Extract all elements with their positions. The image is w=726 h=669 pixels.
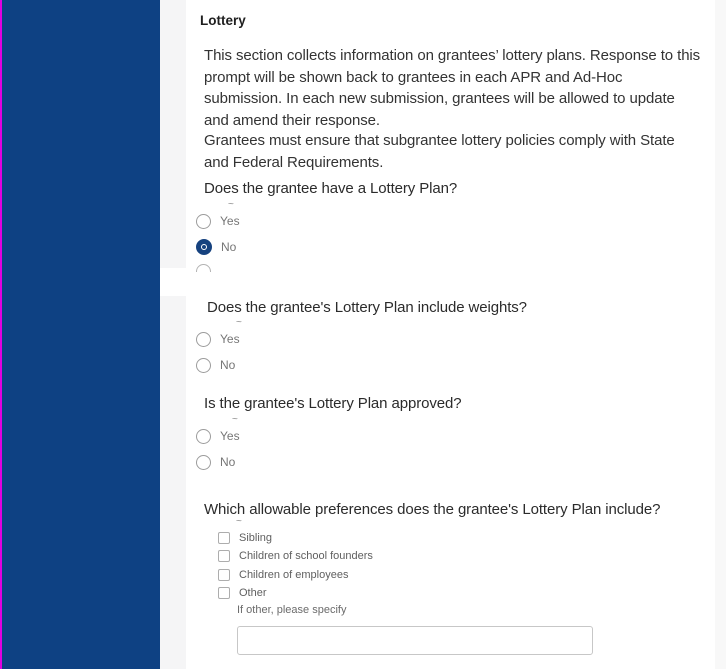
question-approved: Is the grantee's Lottery Plan approved?	[204, 395, 462, 412]
radio-label: Yes	[220, 429, 240, 443]
question-preferences: Which allowable preferences does the grantee's Lottery Plan include?	[204, 501, 661, 518]
radio-label: Yes	[220, 332, 240, 346]
checkbox-children-of-school-founders[interactable]	[218, 549, 373, 562]
radio-circle-icon[interactable]	[196, 358, 211, 373]
left-gutter	[160, 0, 186, 669]
section-title: Lottery	[200, 13, 246, 28]
radio-label: Yes	[220, 214, 240, 228]
checkbox-label: Sibling	[239, 531, 273, 544]
collapsed-marker	[236, 519, 242, 525]
checkbox-label: Children of employees	[239, 568, 349, 581]
radio-label: No	[221, 240, 237, 254]
radio-selected-icon[interactable]	[196, 239, 212, 255]
checkbox-sibling[interactable]	[218, 531, 272, 544]
navigation-sidebar	[2, 0, 160, 669]
radio-has-plan-yes[interactable]	[196, 213, 240, 229]
other-specify-input[interactable]	[237, 626, 593, 655]
radio-circle-icon[interactable]	[196, 455, 211, 470]
question-weights: Does the grantee's Lottery Plan include weights?	[207, 299, 527, 316]
radio-has-plan-no[interactable]	[196, 239, 236, 255]
checkbox-icon[interactable]	[218, 550, 230, 562]
radio-weights-no[interactable]	[196, 357, 235, 373]
checkbox-icon[interactable]	[218, 587, 230, 599]
collapsed-marker	[228, 202, 234, 208]
checkbox-icon[interactable]	[218, 532, 230, 544]
other-specify-label: If other, please specify	[237, 604, 347, 616]
checkbox-label: Other	[239, 586, 267, 599]
radio-circle-icon[interactable]	[196, 332, 211, 347]
radio-label: No	[220, 455, 236, 469]
radio-circle-icon[interactable]	[196, 214, 211, 229]
clipped-radio-artifact	[196, 264, 212, 272]
compliance-paragraph: Grantees must ensure that subgrantee lottery policies comply with State and Federal Requirements.	[204, 132, 675, 171]
checkbox-other[interactable]	[218, 586, 267, 599]
radio-approved-yes[interactable]	[196, 428, 240, 444]
radio-circle-icon	[196, 264, 211, 272]
radio-circle-icon[interactable]	[196, 429, 211, 444]
checkbox-label: Children of school founders	[239, 549, 373, 562]
question-has-plan: Does the grantee have a Lottery Plan?	[204, 180, 458, 197]
right-gutter	[715, 0, 726, 669]
radio-approved-no[interactable]	[196, 454, 235, 470]
collapsed-marker	[236, 320, 242, 326]
radio-label: No	[220, 358, 236, 372]
form-content-panel	[186, 0, 715, 669]
checkbox-children-of-employees[interactable]	[218, 568, 348, 581]
checkbox-icon[interactable]	[218, 569, 230, 581]
radio-weights-yes[interactable]	[196, 331, 240, 347]
intro-paragraph: This section collects information on grantees’ lottery plans. Response to this prompt will be shown back to grantees in each APR and Ad-Hoc submission. In each new submission, grantees will be allowed to update and amend their response.	[204, 47, 701, 129]
left-gutter-section-break	[160, 268, 186, 296]
collapsed-marker	[232, 417, 238, 423]
